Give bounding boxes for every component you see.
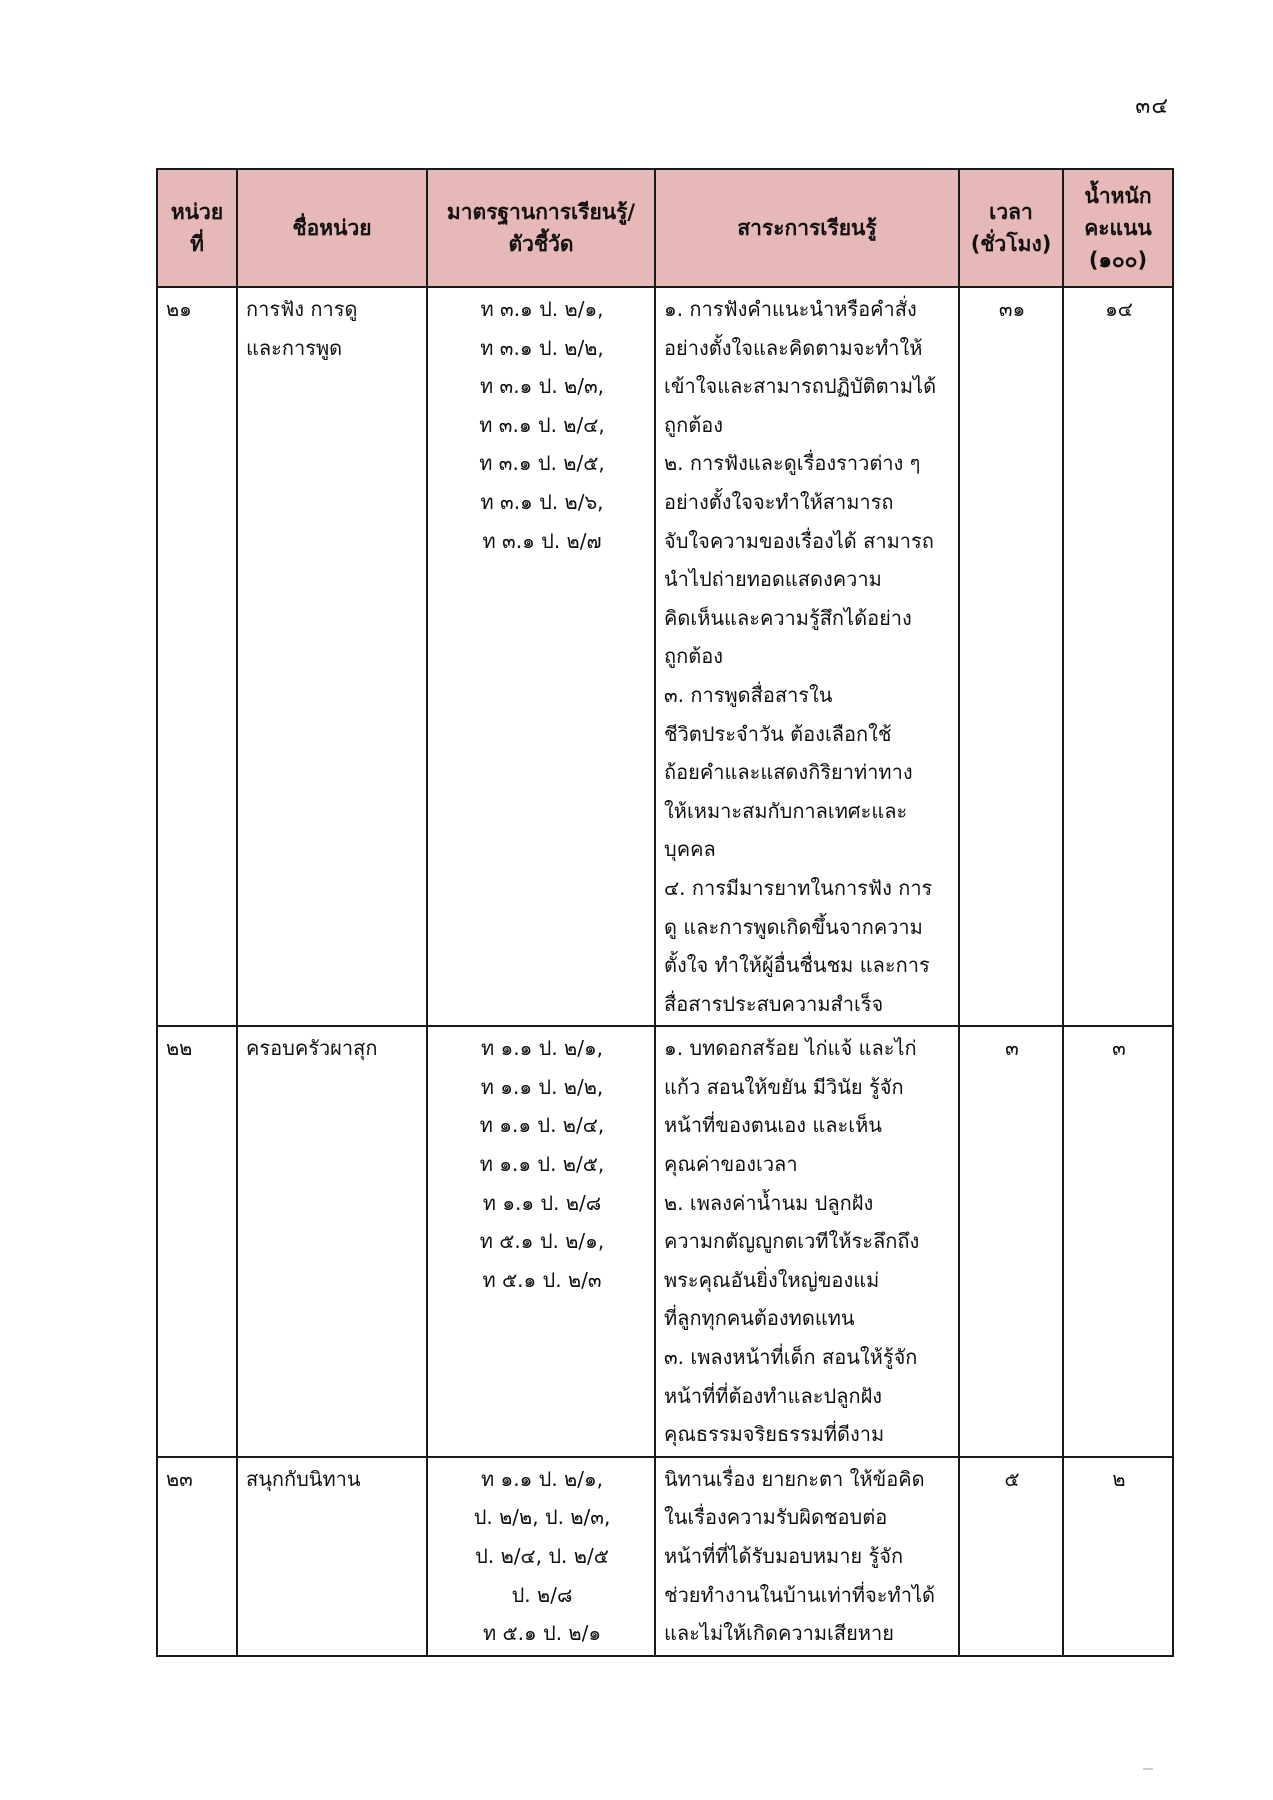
header-content: สาระการเรียนรู้ <box>655 169 959 287</box>
content-line: พระคุณอันยิ่งใหญ่ของแม่ <box>664 1267 880 1292</box>
table-header <box>157 169 1173 287</box>
unit-number: ๒๑ <box>157 287 237 1026</box>
standard-line: ท ๓.๑ ป. ๒/๖, <box>480 489 604 514</box>
standard-line: ท ๕.๑ ป. ๒/๑ <box>482 1621 602 1646</box>
unit-name-line: สนุกกับนิทาน <box>246 1466 361 1491</box>
standard-line: ท ๓.๑ ป. ๒/๒, <box>480 335 604 360</box>
standard-line: ท ๑.๑ ป. ๒/๘ <box>482 1190 602 1215</box>
content-line: ที่ลูกทุกคนต้องทดแทน <box>664 1306 855 1331</box>
standard-line: ป. ๒/๔, ป. ๒/๕ <box>475 1544 609 1568</box>
standard-line: ท ๑.๑ ป. ๒/๔, <box>479 1113 605 1138</box>
content-line: ๑. บทดอกสร้อย ไก่แจ้ และไก่ <box>664 1036 917 1061</box>
content-line: คิดเห็นและความรู้สึกได้อย่าง <box>664 605 912 630</box>
standard-line: ท ๓.๑ ป. ๒/๗ <box>482 528 602 553</box>
content-line: เข้าใจและสามารถปฏิบัติตามได้ <box>664 374 937 399</box>
unit-weight: ๒ <box>1063 1457 1173 1656</box>
header-standards: มาตรฐานการเรียนรู้/ ตัวชี้วัด <box>427 169 655 287</box>
content-line: ช่วยทำงานในบ้านเท่าที่จะทำได้ <box>664 1582 935 1607</box>
content-line: ให้เหมาะสมกับกาลเทศะและ <box>664 798 908 823</box>
content-line: หน้าที่ที่ได้รับมอบหมาย รู้จัก <box>664 1544 904 1568</box>
content-line: ๓. การพูดสื่อสารใน <box>664 682 833 707</box>
unit-name-line: ครอบครัวผาสุก <box>246 1036 378 1061</box>
content-line: ๓. เพลงหน้าที่เด็ก สอนให้รู้จัก <box>664 1345 918 1370</box>
content-line: ตั้งใจ ทำให้ผู้อื่นชื่นชม และการ <box>664 953 930 978</box>
unit-weight: ๑๔ <box>1063 287 1173 1026</box>
header-weight: น้ำหนัก คะแนน (๑๐๐) <box>1063 169 1173 287</box>
units-table <box>156 168 1174 1657</box>
unit-number: ๒๒ <box>157 1026 237 1457</box>
content-line: ๒. การฟังและดูเรื่องราวต่าง ๆ <box>664 451 921 476</box>
unit-weight: ๓ <box>1063 1026 1173 1457</box>
content-line: อย่างตั้งใจจะทำให้สามารถ <box>664 489 894 514</box>
learning-content <box>655 1026 959 1457</box>
content-line: ๒. เพลงค่าน้ำนม ปลูกฝัง <box>664 1190 874 1215</box>
standard-line: ท ๑.๑ ป. ๒/๑, <box>480 1036 604 1061</box>
content-line: ชีวิตประจำวัน ต้องเลือกใช้ <box>664 721 892 746</box>
standard-line: ป. ๒/๘ <box>511 1582 573 1607</box>
standard-line: ท ๓.๑ ป. ๒/๔, <box>479 412 605 437</box>
header-unit-name: ชื่อหน่วย <box>237 169 427 287</box>
unit-name <box>237 1026 427 1457</box>
unit-name <box>237 1457 427 1656</box>
header-hours: เวลา (ชั่วโมง) <box>959 169 1063 287</box>
page-number: ๓๔ <box>1135 94 1169 119</box>
unit-name-line: และการพูด <box>246 335 343 360</box>
standard-line: ท ๑.๑ ป. ๒/๑, <box>480 1466 604 1491</box>
content-line: ถูกต้อง <box>664 412 723 437</box>
content-line: แก้ว สอนให้ขยัน มีวินัย รู้จัก <box>664 1074 904 1099</box>
content-line: ในเรื่องความรับผิดชอบต่อ <box>664 1505 888 1530</box>
content-line: ดู และการพูดเกิดขึ้นจากความ <box>664 914 923 939</box>
content-line: หน้าที่ที่ต้องทำและปลูกฝัง <box>664 1383 883 1408</box>
content-line: ถูกต้อง <box>664 644 723 669</box>
header-unit-no: หน่วย ที่ <box>157 169 237 287</box>
unit-hours: ๓๑ <box>959 287 1063 1026</box>
learning-content <box>655 287 959 1026</box>
content-line: นำไปถ่ายทอดแสดงความ <box>664 567 882 592</box>
content-line: บุคคล <box>664 837 716 862</box>
table-row <box>157 1026 1173 1457</box>
content-line: หน้าที่ของตนเอง และเห็น <box>664 1113 882 1138</box>
standard-line: ป. ๒/๒, ป. ๒/๓, <box>473 1505 611 1530</box>
content-line: คุณธรรมจริยธรรมที่ดีงาม <box>664 1422 885 1447</box>
content-line: สื่อสารประสบความสำเร็จ <box>664 991 884 1016</box>
unit-name <box>237 287 427 1026</box>
standard-line: ท ๑.๑ ป. ๒/๒, <box>480 1074 604 1099</box>
standard-line: ท ๓.๑ ป. ๒/๓, <box>480 374 604 399</box>
learning-content <box>655 1457 959 1656</box>
standard-line: ท ๕.๑ ป. ๒/๓ <box>482 1267 602 1292</box>
standard-line: ท ๑.๑ ป. ๒/๕, <box>479 1152 605 1177</box>
content-line: ๔. การมีมารยาทในการฟัง การ <box>664 875 933 900</box>
unit-name-line: การฟัง การดู <box>246 297 358 321</box>
content-line: ๑. การฟังคำแนะนำหรือคำสั่ง <box>664 297 917 321</box>
table-row <box>157 287 1173 1026</box>
unit-hours: ๕ <box>959 1457 1063 1656</box>
standard-line: ท ๓.๑ ป. ๒/๕, <box>479 451 605 476</box>
standard-line: ท ๓.๑ ป. ๒/๑, <box>480 297 604 321</box>
table-body <box>157 287 1173 1656</box>
page-corner-mark <box>1143 1768 1153 1770</box>
content-line: ถ้อยคำและแสดงกิริยาท่าทาง <box>664 760 913 785</box>
learning-standards <box>427 1457 655 1656</box>
content-line: และไม่ให้เกิดความเสียหาย <box>664 1621 894 1646</box>
learning-standards <box>427 1026 655 1457</box>
learning-standards <box>427 287 655 1026</box>
content-line: ความกตัญญูกตเวทีให้ระลึกถึง <box>664 1229 920 1254</box>
table-row <box>157 1457 1173 1656</box>
unit-number: ๒๓ <box>157 1457 237 1656</box>
unit-hours: ๓ <box>959 1026 1063 1457</box>
content-line: คุณค่าของเวลา <box>664 1152 798 1177</box>
standard-line: ท ๕.๑ ป. ๒/๑, <box>479 1229 605 1254</box>
content-line: จับใจความของเรื่องได้ สามารถ <box>664 528 934 553</box>
content-line: อย่างตั้งใจและคิดตามจะทำให้ <box>664 335 923 360</box>
content-line: นิทานเรื่อง ยายกะตา ให้ข้อคิด <box>664 1466 925 1491</box>
